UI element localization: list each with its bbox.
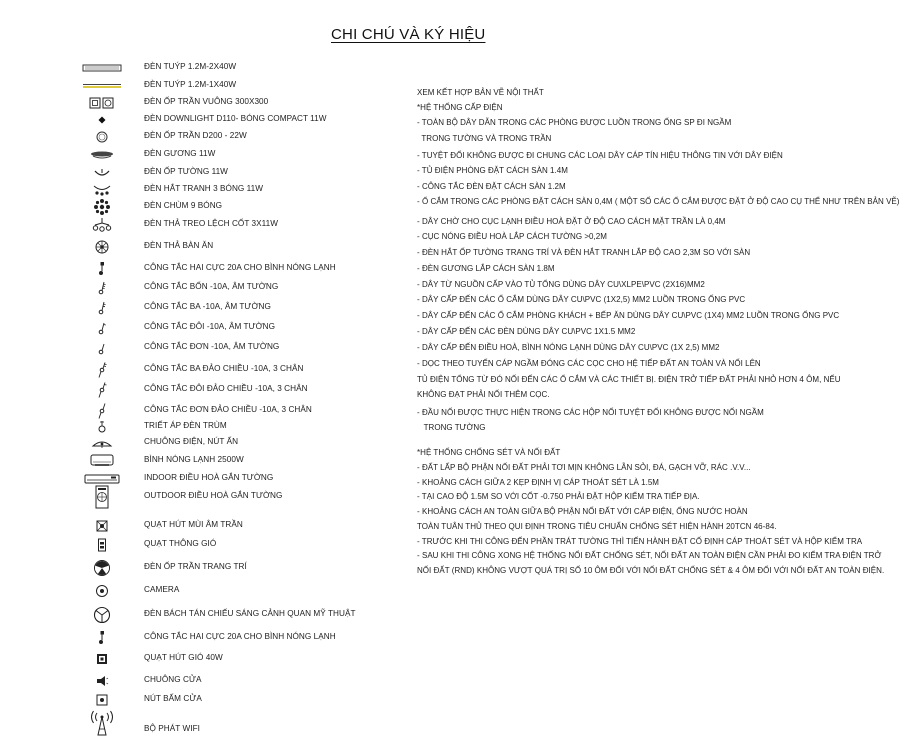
legend-label: ĐÈN ỐP TƯỜNG 11W [144,167,228,176]
switch-3way-2-icon [80,381,124,399]
note-line: TRONG TƯỜNG VÀ TRONG TRẦN [417,134,552,143]
legend-label: BỘ PHÁT WIFI [144,724,200,733]
wall-light-icon [80,164,124,182]
switch-20a-icon [80,260,124,278]
legend-label: ĐÈN GƯƠNG 11W [144,149,216,158]
mirror-light-icon [80,146,124,164]
legend-label: CÔNG TẮC BA -10A, ÂM TƯỜNG [144,302,271,311]
legend-label: QUẠT HÚT GIÓ 40W [144,653,223,662]
legend-row [0,606,400,624]
legend-row [0,238,400,256]
switch-1-icon [80,339,124,357]
note-line: KHÔNG ĐẠT PHẢI NỐI THÊM CỌC. [417,390,550,399]
switch-3way-3-icon [80,361,124,379]
legend-row [0,434,400,452]
legend-row [0,77,400,95]
door-bell-icon [80,672,124,690]
legend-label: NÚT BẤM CỬA [144,694,202,703]
legend-row [0,198,400,216]
legend-label: ĐÈN CHÙM 9 BÓNG [144,201,223,210]
note-line: - TOÀN BỘ DÂY DẪN TRONG CÁC PHÒNG ĐƯỢC LUỒN TRONG ỐNG SP ĐI NGẦM [417,118,732,127]
round-ceiling-light-icon [80,128,124,146]
legend-row [0,582,400,600]
note-line: - DỌC THEO TUYẾN CÁP NGẦM ĐÓNG CÁC CỌC CHO HỆ TIẾP ĐẤT AN TOÀN VÀ NỐI LÊN [417,359,761,368]
legend-label: TRIẾT ÁP ĐÈN TRÙM [144,421,227,430]
legend-label: CÔNG TẮC ĐƠN ĐẢO CHIỀU -10A, 3 CHÂN [144,405,312,414]
note-line: - ĐÈN GƯƠNG LẮP CÁCH SÀN 1.8M [417,264,555,273]
switch-4-icon [80,279,124,297]
note-line: - ĐÈN HẮT ỐP TƯỜNG TRANG TRÍ VÀ ĐÈN HẮT TRANH LẮP ĐỘ CAO 2,3M SO VỚI SÀN [417,248,751,257]
legend-row [0,452,400,470]
legend-row [0,559,400,577]
note-line: TOÀN TUÂN THỦ THEO QUI ĐỊNH TRONG TIÊU CHUẨN CHỐNG SÉT HIỆN HÀNH 20TCN 46-84. [417,522,777,531]
legend-label: INDOOR ĐIỀU HOÀ GẮN TƯỜNG [144,473,274,482]
legend-label: OUTDOOR ĐIỀU HOÀ GẮN TƯỜNG [144,491,283,500]
legend-row [0,339,400,357]
note-line: - TRƯỚC KHI THI CÔNG ĐẾN PHẦN TRÁT TƯỜNG THÌ TIẾN HÀNH ĐẶT CỐ ĐỊNH CÁP THOÁT SÉT VÀ HỘP KIỂM TRA [417,537,863,546]
switch-3-icon [80,299,124,317]
note-line: - ĐẦU NỐI ĐƯỢC THỰC HIỆN TRONG CÁC HỘP NỐI TUYỆT ĐỐI KHÔNG ĐƯỢC NỐI NGẦM [417,408,764,417]
note-line: - SAU KHI THI CÔNG XONG HỆ THỐNG NỐI ĐẤT CHỐNG SÉT, NỐI ĐẤT AN TOÀN ĐIỆN CẦN PHẢI ĐO KIỂM TRA ĐIỆN TRỞ [417,551,882,560]
legend-label: QUẠT HÚT MÙI ÂM TRẦN [144,520,243,529]
legend-label: CÔNG TẮC BA ĐẢO CHIỀU -10A, 3 CHÂN [144,364,304,373]
pendant-offset-icon [80,216,124,234]
vent-fan-icon [80,536,124,554]
legend-label: ĐÈN DOWNLIGHT D110- BÓNG COMPACT 11W [144,114,327,123]
legend-row [0,361,400,379]
legend-label: CÔNG TẮC HAI CỰC 20A CHO BÌNH NÓNG LẠNH [144,632,336,641]
note-line: TỦ ĐIỆN TỔNG TỪ ĐÓ NỐI ĐẾN CÁC Ổ CẮM VÀ CÁC THIẾT BỊ. ĐIỆN TRỞ TIẾP ĐẤT PHẢI NHỎ HƠN 4 ÔM, NẾU [417,375,841,384]
note-line: - DÂY TỪ NGUỒN CẤP VÀO TỦ TỔNG DÙNG DÂY CU\XLPE\PVC (2X16)MM2 [417,280,705,289]
legend-row [0,536,400,554]
note-line: - KHOẢNG CÁCH AN TOÀN GIỮA BỘ PHẬN NỐI ĐẤT VỚI CÁP ĐIỆN, ỐNG NƯỚC HOÀN [417,507,748,516]
note-line: *HỆ THỐNG CẤP ĐIỆN [417,103,503,112]
downlight-icon [80,111,124,129]
legend-row [0,94,400,112]
tube-double-icon [80,59,124,77]
camera-icon [80,582,124,600]
legend-row [0,721,400,739]
pendant-table-icon [80,238,124,256]
landscape-floodlight-icon [80,606,124,624]
chandelier-icon [80,198,124,216]
legend-label: ĐÈN ỐP TRẦN D200 - 22W [144,131,247,140]
legend-label: CHUÔNG CỬA [144,675,202,684]
legend-row [0,299,400,317]
note-line: - DÂY CẤP ĐẾN CÁC Ổ CẮM PHÒNG KHÁCH + BẾP ĂN DÙNG DÂY CU\PVC (1X4) MM2 LUỒN TRONG ỐNG PVC [417,311,840,320]
legend-row [0,650,400,668]
legend-row [0,260,400,278]
legend-label: CÔNG TẮC ĐƠN -10A, ÂM TƯỜNG [144,342,280,351]
legend-row [0,279,400,297]
note-line: - ĐẤT LẤP BỘ PHẬN NỐI ĐẤT PHẢI TƠI MỊN KHÔNG LẪN SỎI, ĐÁ, GẠCH VỠ, RÁC .V.V... [417,463,751,472]
note-line: - TUYỆT ĐỐI KHÔNG ĐƯỢC ĐI CHUNG CÁC LOẠI DÂY CÁP TÍN HIỆU THÔNG TIN VỚI DÂY ĐIỆN [417,151,783,160]
legend-row [0,381,400,399]
legend-label: CHUÔNG ĐIỆN, NÚT ẤN [144,437,239,446]
note-line: NỐI ĐẤT (RND) KHÔNG VƯỢT QUÁ TRỊ SỐ 10 ÔM ĐỐI VỚI NỐI ĐẤT CHỐNG SÉT & 4 ÔM ĐỐI VỚI NỐI ĐẤT AN TOÀN ĐIỆN. [417,566,885,575]
ac-outdoor-icon [80,484,124,510]
legend-row [0,488,400,506]
wifi-transmitter-icon [80,709,124,737]
legend-row [0,111,400,129]
legend-label: ĐÈN TUÝP 1.2M-1X40W [144,80,237,89]
note-line: - DÂY CẤP ĐẾN CÁC ĐÈN DÙNG DÂY CU\PVC 1X1.5 MM2 [417,327,636,336]
legend-label: ĐÈN THẢ BÀN ĂN [144,241,214,250]
legend-label: ĐÈN HẮT TRANH 3 BÓNG 11W [144,184,264,193]
tube-single-icon [80,77,124,95]
legend-row [0,216,400,234]
legend-label: ĐÈN THẢ TREO LỆCH CỐT 3X11W [144,219,279,228]
legend-label: QUẠT THÔNG GIÓ [144,539,217,548]
door-button-icon [80,691,124,709]
legend-row [0,181,400,199]
note-line: - DÂY CHỜ CHO CỤC LẠNH ĐIỀU HOÀ ĐẶT Ở ĐỘ CAO CÁCH MẶT TRẦN LÀ 0,4M [417,217,726,226]
switch-2-icon [80,319,124,337]
doorbell-button-icon [80,434,124,452]
note-line: - TỦ ĐIỆN PHÒNG ĐẶT CÁCH SÀN 1.4M [417,166,568,175]
legend-row [0,59,400,77]
legend-label: CÔNG TẮC ĐÔI ĐẢO CHIỀU -10A, 3 CHÂN [144,384,308,393]
note-line: - KHOẢNG CÁCH GIỮA 2 KẸP ĐỊNH VỊ CÁP THOÁT SÉT LÀ 1.5M [417,478,660,487]
legend-row [0,629,400,647]
legend-row [0,470,400,488]
note-line: XEM KẾT HỢP BẢN VẼ NỘI THẤT [417,88,544,97]
water-heater-icon [80,452,124,470]
legend-label: CÔNG TẮC ĐÔI -10A, ÂM TƯỜNG [144,322,276,331]
legend-row [0,164,400,182]
legend-label: BÌNH NÓNG LẠNH 2500W [144,455,244,464]
legend-row [0,517,400,535]
legend-label: CÔNG TẮC BỐN -10A, ÂM TƯỜNG [144,282,279,291]
square-ceiling-light-icon [80,94,124,112]
legend-label: ĐÈN TUÝP 1.2M-2X40W [144,62,237,71]
legend-row [0,146,400,164]
note-line: - Ổ CẮM TRONG CÁC PHÒNG ĐẶT CÁCH SÀN 0,4M ( MỘT SỐ CÁC Ổ CẮM ĐƯỢC ĐẶT Ở ĐỘ CAO CỤ THỂ NHƯ TRÊN BẢN VẼ) [417,197,900,206]
legend-row [0,319,400,337]
note-line: - TẠI CAO ĐỘ 1.5M SO VỚI CỐT -0.750 PHẢI ĐẶT HỘP KIỂM TRA TIẾP ĐỊA. [417,492,700,501]
legend-row [0,691,400,709]
note-line: - DÂY CẤP ĐẾN CÁC Ổ CẮM DÙNG DÂY CU\PVC (1X2,5) MM2 LUỒN TRONG ỐNG PVC [417,295,746,304]
page-title: CHI CHÚ VÀ KÝ HIỆU [331,26,486,43]
decorative-ceiling-light-icon [80,559,124,577]
note-line: *HỆ THỐNG CHỐNG SÉT VÀ NỐI ĐẤT [417,448,561,457]
note-line: - DÂY CẤP ĐẾN ĐIỀU HOÀ, BÌNH NÓNG LẠNH DÙNG DÂY CU\PVC (1X 2,5) MM2 [417,343,720,352]
note-line: TRONG TƯỜNG [417,423,486,432]
legend-label: ĐÈN BÁCH TÁN CHIẾU SÁNG CẢNH QUAN MỸ THUẬT [144,609,356,618]
note-line: - CÔNG TẮC ĐÈN ĐẶT CÁCH SÀN 1.2M [417,182,566,191]
legend-label: CÔNG TẮC HAI CỰC 20A CHO BÌNH NÓNG LẠNH [144,263,336,272]
ceiling-exhaust-fan-icon [80,517,124,535]
legend-row [0,672,400,690]
picture-light-icon [80,181,124,199]
legend-label: CAMERA [144,585,180,594]
switch-20a-icon [80,629,124,647]
exhaust-fan-40w-icon [80,650,124,668]
legend-label: ĐÈN ỐP TRẦN TRANG TRÍ [144,562,247,571]
legend-label: ĐÈN ỐP TRẦN VUÔNG 300X300 [144,97,269,106]
legend-row [0,128,400,146]
note-line: - CỤC NÓNG ĐIỀU HOÀ LẮP CÁCH TƯỜNG >0,2M [417,232,607,241]
